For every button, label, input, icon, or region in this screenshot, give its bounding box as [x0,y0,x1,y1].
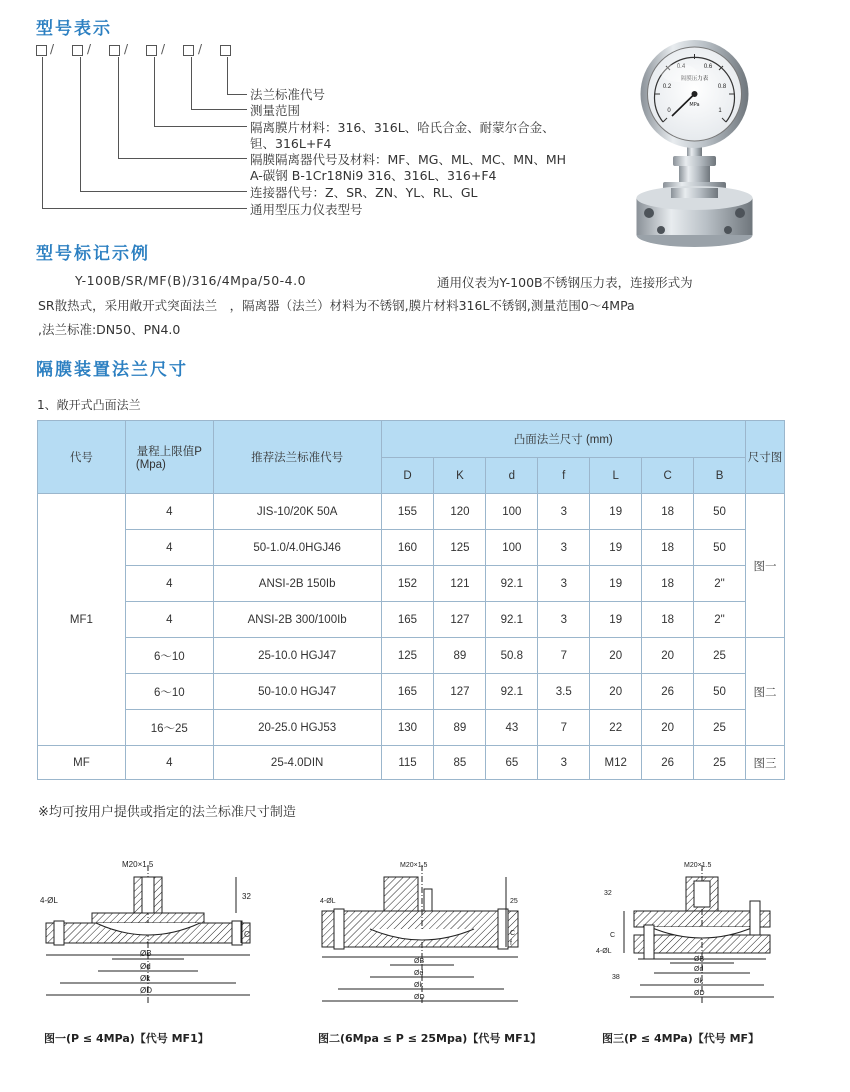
cell-C: 20 [642,710,694,746]
table-row [38,710,785,746]
code-box-2 [72,45,83,56]
col-K: K [434,458,486,494]
cell-code-mf1: MF1 [38,494,126,746]
cell-D: 115 [381,746,434,780]
cell-C: 18 [642,494,694,530]
fig2-dim-k: Øk [414,982,423,989]
cell-d: 43 [486,710,538,746]
caption-figure-3: 图三(P ≤ 4MPa)【代号 MF】 [602,1032,760,1045]
header-standard: 推荐法兰标准代号 [213,421,381,494]
col-B: B [694,458,746,494]
model-code-boxes [36,42,246,59]
header-code: 代号 [38,421,126,494]
cell-L: 19 [590,602,642,638]
fig3-dim-d: Ød [694,966,704,973]
cell-standard: 25-10.0 HGJ47 [213,638,381,674]
gauge-tick-label: 1 [718,108,722,114]
fig1-dim-32: 32 [242,892,251,901]
cell-L: 19 [590,530,642,566]
fig2-holes-label: 4-ØL [320,898,336,905]
fig1-dim-B: ØB [140,949,152,958]
section-title-example: 型号标记示例 [36,244,150,264]
cell-K: 127 [434,602,486,638]
desc-membrane-cont: 钽、316L+F4 [250,136,332,151]
fig1-dim-d: Ød [140,962,151,971]
code-slash: / [198,42,203,56]
gauge-tick-label: 0.4 [676,64,686,70]
cell-figure-3: 图三 [745,746,784,780]
cell-range: 16～25 [125,710,213,746]
fig3-dim-32: 32 [604,890,612,897]
code-box-6 [220,45,231,56]
section-title-model: 型号表示 [36,19,112,39]
desc-membrane: 隔离膜片材料：316、316L、哈氏合金、耐蒙尔合金、 [250,120,555,135]
col-C: C [642,458,694,494]
drawing-figure-3 [594,855,824,1020]
fig1-dim-k: Øk [140,974,151,983]
gauge-tick-label: 0.2 [662,84,672,90]
header-range-unit: (Mpa) [135,459,166,471]
cell-D: 152 [381,566,434,602]
cell-standard: JIS-10/20K 50A [213,494,381,530]
cell-D: 155 [381,494,434,530]
code-box-3 [109,45,120,56]
cell-range: 4 [125,530,213,566]
cell-f: 3 [538,602,590,638]
col-d: d [486,458,538,494]
cell-range: 4 [125,602,213,638]
fig2-dim-D: ØD [414,994,425,1001]
gauge-face-unit: MPa [689,102,700,108]
cell-L: 20 [590,674,642,710]
table-row [38,746,785,780]
cell-range: 4 [125,494,213,530]
cell-D: 130 [381,710,434,746]
code-box-1 [36,45,47,56]
fig3-thread-label: M20×1.5 [684,862,712,869]
table-row [38,674,785,710]
cell-range: 4 [125,566,213,602]
cell-standard: ANSI-2B 300/100Ib [213,602,381,638]
example-desc-3: ,法兰标准:DN50、PN4.0 [38,322,181,337]
fig2-dim-c: C [510,930,516,937]
drawing-figure-1 [36,855,276,1020]
fig2-dim-f: f [510,940,512,947]
gauge-photo [627,38,762,258]
cell-L: 20 [590,638,642,674]
cell-d: 100 [486,530,538,566]
fig3-dim-B: ØB [694,956,705,963]
fig3-dim-D: ØD [694,990,705,997]
desc-isolator-material: A-碳钢 B-1Cr18Ni9 316、316L、316+F4 [250,168,497,183]
cell-K: 89 [434,638,486,674]
cell-d: 92.1 [486,602,538,638]
example-desc-1: 通用仪表为Y-100B不锈钢压力表，连接形式为 [437,275,693,290]
cell-B: 2" [694,566,746,602]
cell-d: 100 [486,494,538,530]
cell-L: 19 [590,566,642,602]
cell-f: 3 [538,746,590,780]
fig1-holes-label: 4-ØL [40,896,58,905]
gauge-tick-label: 0.8 [717,84,727,90]
cell-D: 160 [381,530,434,566]
gauge-face-label: 隔膜压力表 [680,76,709,82]
cell-D: 125 [381,638,434,674]
caption-figure-1: 图一(P ≤ 4MPa)【代号 MF1】 [44,1032,209,1045]
cell-range: 4 [125,746,213,780]
cell-D: 165 [381,602,434,638]
cell-B: 50 [694,494,746,530]
cell-d: 92.1 [486,566,538,602]
drawing-figure-2 [312,855,552,1020]
flange-dimension-table [37,420,785,780]
cell-standard: 50-1.0/4.0HGJ46 [213,530,381,566]
code-slash: / [87,42,92,56]
cell-C: 26 [642,674,694,710]
caption-figure-2: 图二(6Mpa ≤ P ≤ 25Mpa)【代号 MF1】 [318,1032,542,1045]
header-range-label: 量程上限值P [136,446,202,458]
cell-L: 19 [590,494,642,530]
fig2-dim-d: Ød [414,970,424,977]
gauge-tick-label: 0.6 [703,64,713,70]
cell-figure-1: 图一 [745,494,784,638]
code-slash: / [124,42,129,56]
table-row [38,638,785,674]
cell-B: 25 [694,710,746,746]
fig2-dim-B: ØB [414,958,425,965]
code-slash: / [50,42,55,56]
cell-K: 121 [434,566,486,602]
cell-f: 3 [538,566,590,602]
cell-L: M12 [590,746,642,780]
fig2-thread-label: M20×1.5 [400,862,428,869]
cell-D: 165 [381,674,434,710]
desc-gauge-model: 通用型压力仪表型号 [250,202,363,217]
table-row [38,494,785,530]
cell-C: 18 [642,530,694,566]
code-box-5 [183,45,194,56]
cell-C: 20 [642,638,694,674]
cell-d: 92.1 [486,674,538,710]
fig1-thread-label: M20×1.5 [122,860,154,869]
header-flange-dims: 凸面法兰尺寸 (mm) [381,421,745,458]
cell-standard: ANSI-2B 150Ib [213,566,381,602]
fig1-dim-D: ØD [140,986,152,995]
header-figure: 尺寸图 [745,421,784,494]
desc-range: 测量范围 [250,103,301,118]
table-row [38,530,785,566]
cell-standard: 20-25.0 HGJ53 [213,710,381,746]
fig3-holes-label: 4-ØL [596,948,612,955]
section-title-dims: 隔膜装置法兰尺寸 [36,360,188,380]
header-range [125,421,213,494]
cell-B: 50 [694,674,746,710]
cell-C: 26 [642,746,694,780]
fig3-dim-k: Øk [694,978,703,985]
cell-K: 85 [434,746,486,780]
fig3-dim-c: C [610,932,616,939]
cell-f: 3 [538,494,590,530]
cell-f: 7 [538,710,590,746]
cell-B: 50 [694,530,746,566]
cell-B: 25 [694,638,746,674]
cell-d: 65 [486,746,538,780]
desc-connector: 连接器代号：Z、SR、ZN、YL、RL、GL [250,185,478,200]
cell-range: 6～10 [125,674,213,710]
cell-f: 7 [538,638,590,674]
cell-figure-2: 图二 [745,638,784,746]
cell-C: 18 [642,566,694,602]
section-subtitle-open-flange: 1、敞开式凸面法兰 [37,398,141,412]
cell-range: 6～10 [125,638,213,674]
desc-isolator: 隔膜隔离器代号及材料：MF、MG、ML、MC、MN、MH [250,152,567,167]
col-f: f [538,458,590,494]
cell-standard: 50-10.0 HGJ47 [213,674,381,710]
col-D: D [381,458,434,494]
custom-note: ※均可按用户提供或指定的法兰标准尺寸制造 [38,805,296,820]
cell-K: 127 [434,674,486,710]
cell-K: 89 [434,710,486,746]
cell-f: 3 [538,530,590,566]
col-L: L [590,458,642,494]
code-box-4 [146,45,157,56]
fig3-dim-38: 38 [612,974,620,981]
cell-f: 3.5 [538,674,590,710]
cell-standard: 25-4.0DIN [213,746,381,780]
cell-L: 22 [590,710,642,746]
example-model-code: Y-100B/SR/MF(B)/316/4Mpa/50-4.0 [75,273,307,288]
example-desc-2: SR散热式，采用敞开式突面法兰 ，隔离器（法兰）材料为不锈钢,膜片材料316L不锈钢,测量范围0～4MPa [38,298,635,313]
cell-d: 50.8 [486,638,538,674]
gauge-tick-label: 0 [667,108,671,114]
cell-K: 120 [434,494,486,530]
fig1-dim-c: C [244,930,250,939]
fig2-dim-25: 25 [510,898,518,905]
cell-B: 25 [694,746,746,780]
cell-code-mf: MF [38,746,126,780]
table-row [38,566,785,602]
cell-B: 2" [694,602,746,638]
code-slash: / [161,42,166,56]
desc-flange-std: 法兰标准代号 [250,87,326,102]
table-row [38,602,785,638]
cell-K: 125 [434,530,486,566]
cell-C: 18 [642,602,694,638]
